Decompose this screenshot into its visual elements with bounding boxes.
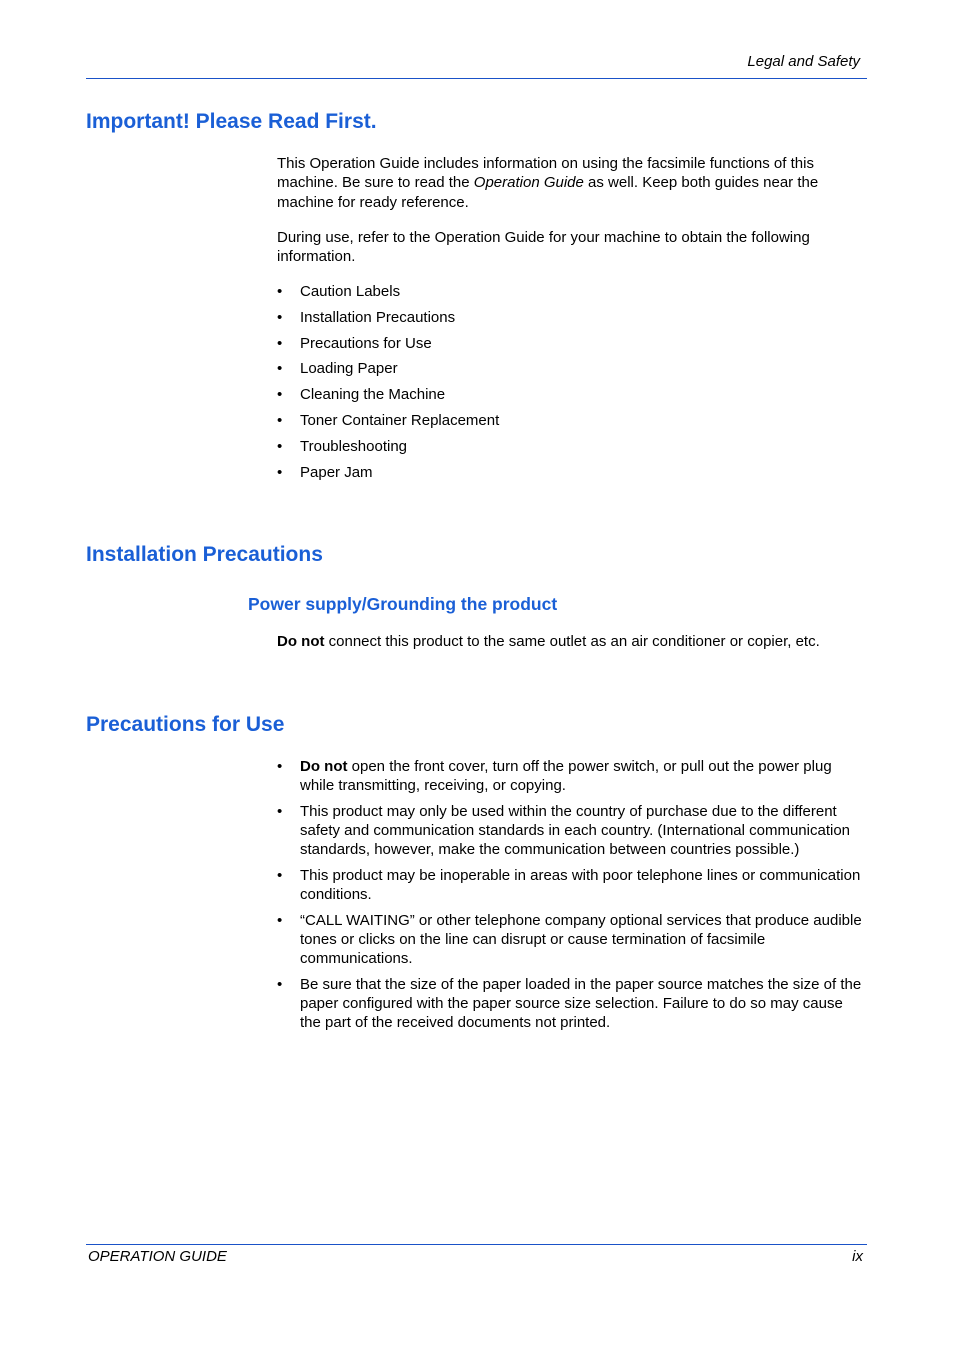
footer-rule [86,1244,867,1245]
power-supply-paragraph: Do not connect this product to the same outlet as an air conditioner or copier, etc. [277,633,820,650]
list-item: • Caution Labels [277,282,867,308]
list-item: • Precautions for Use [277,334,867,360]
list-item: • Do not open the front cover, turn off the power switch, or pull out the power plug while transmitting, receiving, or copying. [277,757,867,796]
list-item: • This product may only be used within the country of purchase due to the different safety and communication standards in each country. (International communication standards, however, make the communication between countries possible.) [277,802,867,860]
header-rule [86,78,867,79]
heading-important: Important! Please Read First. [86,110,377,133]
subheading-power-supply: Power supply/Grounding the product [248,594,558,614]
list-item: • Cleaning the Machine [277,385,867,411]
intro-paragraph: This Operation Guide includes information on using the facsimile functions of this machine. Be sure to read the Operation Guide as well. Keep both guides near the machine for ready reference. [277,155,819,211]
topic-list [277,282,867,488]
list-item: • Paper Jam [277,463,867,489]
running-header: Legal and Safety [747,53,860,70]
guide-title-italic: Operation Guide [473,174,584,192]
list-item: • Loading Paper [277,359,867,385]
usage-paragraph: During use, refer to the Operation Guide for your machine to obtain the following information. [277,229,810,266]
heading-installation: Installation Precautions [86,543,323,566]
list-item: • Troubleshooting [277,437,867,463]
page-number: ix [852,1248,863,1265]
list-item: • Installation Precautions [277,308,867,334]
heading-precautions-use: Precautions for Use [86,713,285,736]
precautions-list [277,757,867,1039]
footer-guide-name: OPERATION GUIDE [88,1248,227,1265]
list-item: • Be sure that the size of the paper loaded in the paper source matches the size of the paper configured with the paper source size selection. Failure to do so may cause the part of the received documents not printed. [277,975,867,1033]
list-item: • This product may be inoperable in areas with poor telephone lines or communication conditions. [277,866,867,905]
list-item: • “CALL WAITING” or other telephone company optional services that produce audible tones or clicks on the line can disrupt or cause termination of facsimile communications. [277,911,867,969]
list-item: • Toner Container Replacement [277,411,867,437]
